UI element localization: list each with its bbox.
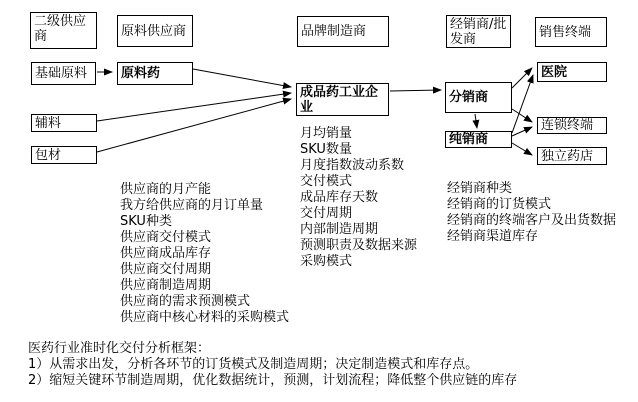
list-item: 交付周期 — [300, 206, 353, 221]
list-item: 月均销量 — [300, 126, 353, 141]
node-api: 原料药 — [117, 62, 193, 85]
header-brand-manufacturer: 品牌制造商 — [297, 16, 389, 47]
list-item: 成品库存天数 — [300, 190, 379, 205]
node-chain-terminal: 连锁终端 — [537, 117, 607, 134]
list-item: 经销商渠道库存 — [447, 229, 539, 244]
framework-point-2: 2）缩短关键环节制造周期，优化数据统计，预测，计划流程；降低整个供应链的库存 — [28, 373, 518, 388]
header-distributor-wholesaler: 经销商/批发商 — [446, 15, 511, 48]
arrow-distributor-to-hospital — [512, 68, 532, 88]
node-distribution-dealer: 分销商 — [445, 82, 512, 113]
list-item: 供应商中核心材料的采购模式 — [120, 310, 290, 325]
arrow-pure-sales-to-chain-terminal — [512, 127, 532, 136]
list-item: 交付模式 — [300, 174, 353, 189]
framework-title: 医药行业准时化交付分析框架： — [28, 341, 211, 356]
node-independent-pharmacy: 独立药店 — [537, 147, 607, 165]
dealer-metrics-list — [447, 181, 616, 245]
list-item: 预测职责及数据来源 — [300, 238, 418, 253]
list-item: 供应商的月产能 — [120, 182, 212, 197]
framework-footer — [28, 341, 517, 389]
list-item: SKU种类 — [120, 214, 172, 229]
node-excipient: 辅料 — [31, 114, 97, 132]
arrow-excipient-to-finished-drug — [97, 93, 291, 121]
header-raw-material-supplier: 原料供应商 — [117, 15, 193, 47]
node-base-material: 基础原料 — [31, 62, 96, 85]
arrow-distributor-to-chain-terminal — [512, 109, 532, 122]
framework-point-1: 1）从需求出发，分析各环节的订货模式及制造周期；决定制造模式和库存点。 — [28, 357, 479, 372]
arrow-distributor-to-pure-sales — [475, 114, 477, 128]
supplier-metrics-list — [120, 182, 289, 326]
list-item: 供应商交付模式 — [120, 230, 212, 245]
node-hospital: 医院 — [537, 62, 607, 82]
list-item: 供应商成品库存 — [120, 246, 212, 261]
header-sales-terminal: 销售终端 — [535, 17, 607, 47]
manufacturer-metrics-list — [300, 126, 417, 270]
list-item: 我方给供应商的月订单量 — [120, 198, 264, 213]
list-item: 经销商种类 — [447, 181, 513, 196]
list-item: 供应商的需求预测模式 — [120, 294, 251, 309]
list-item: 采购模式 — [300, 254, 353, 269]
arrow-packaging-to-finished-drug — [97, 99, 291, 152]
arrow-pure-sales-to-hospital — [512, 75, 533, 133]
arrow-api-to-finished-drug — [193, 69, 291, 87]
arrow-pure-sales-to-independent-pharmacy — [512, 143, 532, 155]
node-pure-sales-dealer: 纯销商 — [445, 131, 512, 148]
list-item: 内部制造周期 — [300, 222, 379, 237]
list-item: 月度指数波动系数 — [300, 158, 405, 173]
node-finished-drug-enterprise: 成品药工业企业 — [296, 83, 389, 116]
arrow-finished-drug-to-distributor — [390, 90, 441, 91]
list-item: 经销商的订货模式 — [447, 197, 552, 212]
list-item: 供应商交付周期 — [120, 262, 212, 277]
list-item: 经销商的终端客户及出货数据 — [447, 213, 617, 228]
header-secondary-supplier: 二级供应商 — [30, 12, 97, 49]
list-item: 供应商制造周期 — [120, 278, 212, 293]
node-packaging-material: 包材 — [31, 146, 97, 164]
list-item: SKU数量 — [300, 142, 352, 157]
